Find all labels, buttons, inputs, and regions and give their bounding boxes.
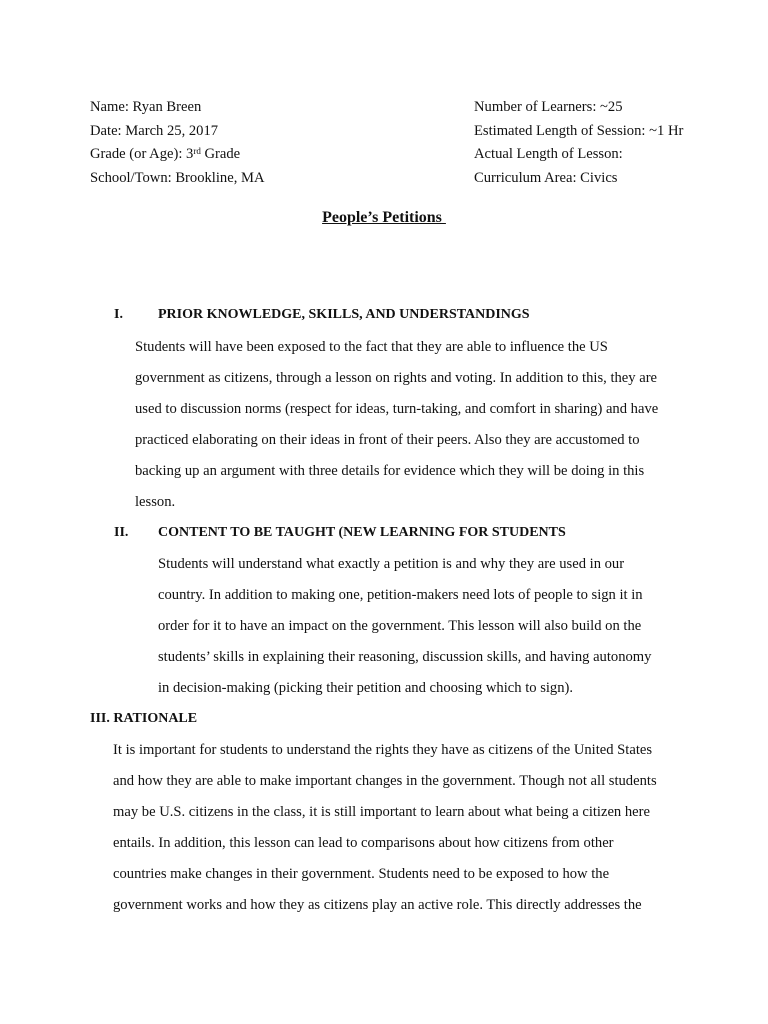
document-title <box>0 209 768 227</box>
section-3-line: may be U.S. citizens in the class, it is still important to learn about what being a citizen here <box>113 804 650 820</box>
section-2-line: country. In addition to making one, petition-makers need lots of people to sign it in <box>158 587 643 603</box>
section-1-title: PRIOR KNOWLEDGE, SKILLS, AND UNDERSTANDINGS <box>158 307 530 322</box>
section-1-line: backing up an argument with three details for evidence which they will be doing in this <box>135 463 645 479</box>
grade-prefix: Grade (or Age): 3 <box>90 146 194 162</box>
section-1-line: lesson. <box>135 494 176 510</box>
header-left-block <box>90 96 265 190</box>
actual-length-field: Actual Length of Lesson: <box>474 146 623 162</box>
section-1-line: used to discussion norms (respect for ideas, turn-taking, and comfort in sharing) and have <box>135 401 659 417</box>
grade-suffix: Grade <box>200 146 241 162</box>
section-2-line: order for it to have an impact on the government. This lesson will also build on the <box>158 618 642 634</box>
section-3-heading: III. RATIONALE <box>90 711 198 726</box>
section-2-line: students’ skills in explaining their reasoning, discussion skills, and having autonomy <box>158 649 652 665</box>
school-field: School/Town: Brookline, MA <box>90 169 265 186</box>
estimated-length-field: Estimated Length of Session: ~1 Hr <box>474 122 684 139</box>
section-1-line: government as citizens, through a lesson on rights and voting. In addition to this, they are <box>135 370 658 386</box>
grade-superscript: rd <box>193 146 201 156</box>
section-3-line: government works and how they as citizens play an active role. This directly addresses the <box>113 897 642 913</box>
section-1-line: Students will have been exposed to the fact that they are able to influence the US <box>135 339 608 355</box>
header-right-block <box>474 96 683 190</box>
section-3-line: entails. In addition, this lesson can lead to comparisons about how citizens from other <box>113 835 614 851</box>
date-field: Date: March 25, 2017 <box>90 122 219 139</box>
section-2-line: in decision-making (picking their petition and choosing which to sign). <box>158 680 574 696</box>
section-3-line: and how they are able to make important changes in the government. Though not all students <box>113 773 657 789</box>
section-3-line: It is important for students to understand the rights they have as citizens of the United States <box>113 742 653 758</box>
curriculum-field: Curriculum Area: Civics <box>474 169 618 186</box>
learners-field: Number of Learners: ~25 <box>474 99 623 115</box>
section-2-title: CONTENT TO BE TAUGHT (NEW LEARNING FOR STUDENTS <box>158 525 566 540</box>
document-title-text: People’s Petitions <box>322 209 446 226</box>
name-field: Name: Ryan Breen <box>90 99 202 115</box>
section-2-line: Students will understand what exactly a petition is and why they are used in our <box>158 556 625 572</box>
grade-field <box>90 143 265 167</box>
section-3-line: countries make changes in their government. Students need to be exposed to how the <box>113 866 610 882</box>
section-1-line: practiced elaborating on their ideas in front of their peers. Also they are accustomed to <box>135 432 640 448</box>
section-2-number: II. <box>114 525 129 540</box>
section-1-number: I. <box>114 307 123 322</box>
